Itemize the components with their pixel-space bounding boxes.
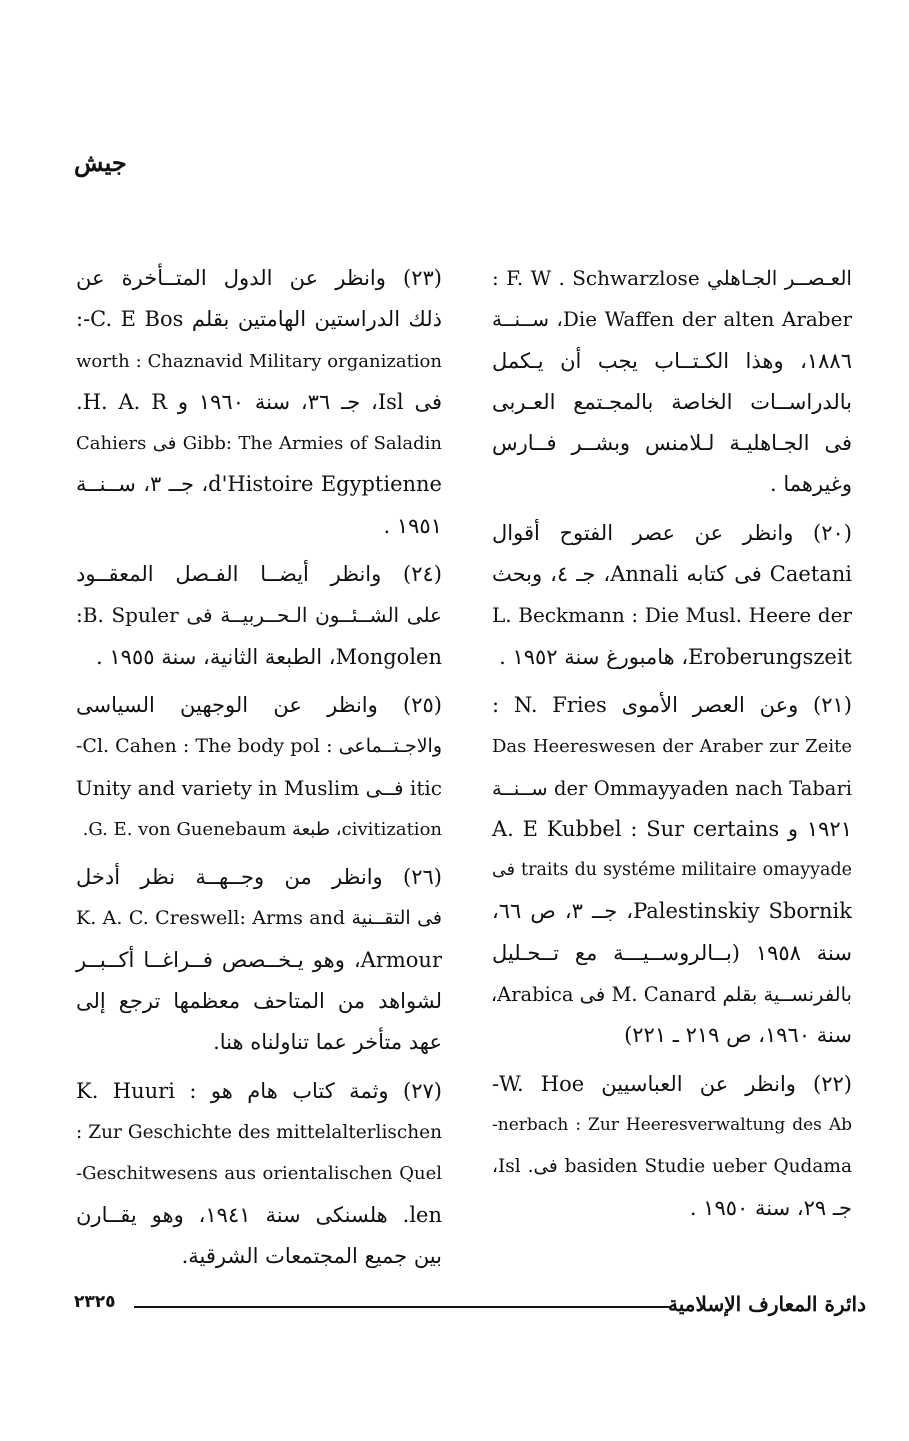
text-line: سنة ١٩٥٨ (بــالروســيـــة مع تــحـليل	[492, 940, 852, 965]
text-line: بين جميع المجتمعات الشرقية.	[181, 1243, 442, 1268]
footer-rule	[134, 1306, 670, 1308]
text-line: والاجـتــماعى : Cl. Cahen : The body pol-	[76, 735, 442, 758]
running-head: جيش	[74, 148, 127, 177]
text-line: Das Heereswesen der Araber zur Zeite	[492, 736, 852, 758]
footnote-paragraph	[76, 258, 442, 547]
right-column	[492, 258, 852, 1229]
footnote-paragraph	[492, 685, 852, 1057]
text-line: (٢١) وعن العصر الأموى N. Fries :	[492, 692, 852, 717]
footnote-paragraph	[492, 258, 852, 506]
text-line: فى التقــنية K. A. C. Creswell: Arms and	[76, 907, 442, 930]
footnote-paragraph	[76, 857, 442, 1063]
text-line: Palestinskiy Sbornik، جــ ٣، ص ٦٦،	[492, 899, 852, 924]
text-line: (٢٠) وانظر عن عصر الفتوح أقوال	[492, 520, 852, 545]
text-line: (٢٥) وانظر عن الوجهين السياسى	[76, 692, 442, 717]
text-line: بالفرنســية بقلم M. Canard فى Arabica،	[490, 983, 852, 1007]
footnote-paragraph	[492, 513, 852, 678]
text-line: بالدراســات الخاصة بالمجـتمع العـربى	[492, 389, 852, 414]
text-line: عهد متأخر عما تناولناه هنا.	[213, 1030, 442, 1055]
text-line: itic فــى Unity and variety in Muslim	[75, 775, 442, 800]
left-column	[76, 258, 442, 1277]
text-line: Armour، وهو يـخــصص فــراغــا أكــبــر	[76, 947, 442, 972]
footnote-paragraph	[76, 554, 442, 678]
text-line: سنة ١٩٦٠، ص ٢١٩ ـ ٢٢١)	[624, 1023, 852, 1048]
text-line: d'Histoire Egyptienne، جــ ٣، ســنــة	[76, 472, 442, 497]
text-line: L. Beckmann : Die Musl. Heere der	[492, 603, 852, 628]
footnote-paragraph	[76, 685, 442, 850]
text-line: len. هلسنكى سنة ١٩٤١، وهو يقــارن	[76, 1202, 442, 1227]
footnote-paragraph	[76, 1071, 442, 1277]
text-line: ذلك الدراستين الهامتين بقلم C. E Bos-:	[76, 307, 442, 332]
text-line: ١٨٨٦، وهذا الكـتــاب يجب أن يـكمل	[492, 348, 852, 373]
text-line: traits du systéme militaire omayyade فى	[492, 860, 852, 881]
footnote-paragraph	[492, 1064, 852, 1229]
text-line: (٢٧) وثمة كتاب هام هو : K. Huuri	[76, 1078, 442, 1103]
text-line: Caetani فى كتابه Annali، جـ ٤، وبحث	[492, 562, 853, 587]
text-line: فى الجـاهليـة لـلامنس وبشــر فــارس	[492, 431, 852, 456]
text-line: Mongolen، الطبعة الثانية، سنة ١٩٥٥ .	[96, 644, 442, 669]
page-number: ٢٣٢٥	[74, 1292, 116, 1312]
text-line: Geschitwesens aus orientalischen Quel-	[76, 1163, 442, 1185]
text-line: nerbach : Zur Heeresverwaltung des Ab-	[492, 1114, 852, 1135]
text-line: basiden Studie ueber Qudama فى. Isl،	[492, 1156, 852, 1178]
text-line: (٢٦) وانظر من وجــهــة نظر أدخل	[76, 865, 442, 890]
text-line: فى Isl، جـ ٣٦، سنة ١٩٦٠ و H. A. R.	[76, 389, 443, 414]
text-line: ١٩٥١ .	[383, 513, 442, 538]
text-line: Die Waffen der alten Araber، ســنــة	[492, 307, 852, 332]
text-line: worth : Chaznavid Military organization	[76, 350, 442, 372]
text-line: (٢٤) وانظر أيضــا الفـصل المعقــود	[76, 562, 442, 587]
text-line: Gibb: The Armies of Saladin فى Cahiers	[76, 433, 442, 455]
text-line: (٢٣) وانظر عن الدول المتــأخرة عن	[76, 266, 442, 290]
text-line: civitization، طبعة G. E. von Guenebaum.	[82, 818, 442, 840]
text-line: وغيرهما .	[769, 472, 852, 497]
text-line: der Ommayyaden nach Tabari ســنــة	[492, 776, 852, 800]
text-line: العـصــر الجـاهلي F. W . Schwarzlose :	[492, 266, 852, 290]
encyclopedia-title: دائرة المعارف الإسلامية	[668, 1292, 866, 1316]
text-line: Zur Geschichte des mittelalterlischen :	[76, 1121, 442, 1143]
text-line: لشواهد من المتاحف معظمها ترجع إلى	[76, 989, 442, 1014]
page-footer	[74, 1292, 866, 1324]
text-line: Eroberungszeit، هامبورغ سنة ١٩٥٢ .	[499, 644, 852, 669]
text-line: (٢٢) وانظر عن العباسيين W. Hoe-	[492, 1071, 852, 1096]
text-line: جـ ٢٩، سنة ١٩٥٠ .	[689, 1195, 852, 1220]
text-line: ١٩٢١ و A. E Kubbel : Sur certains	[492, 816, 852, 841]
text-line: على الشــئــون الـحــربيــة فى B. Spuler:	[76, 603, 442, 628]
